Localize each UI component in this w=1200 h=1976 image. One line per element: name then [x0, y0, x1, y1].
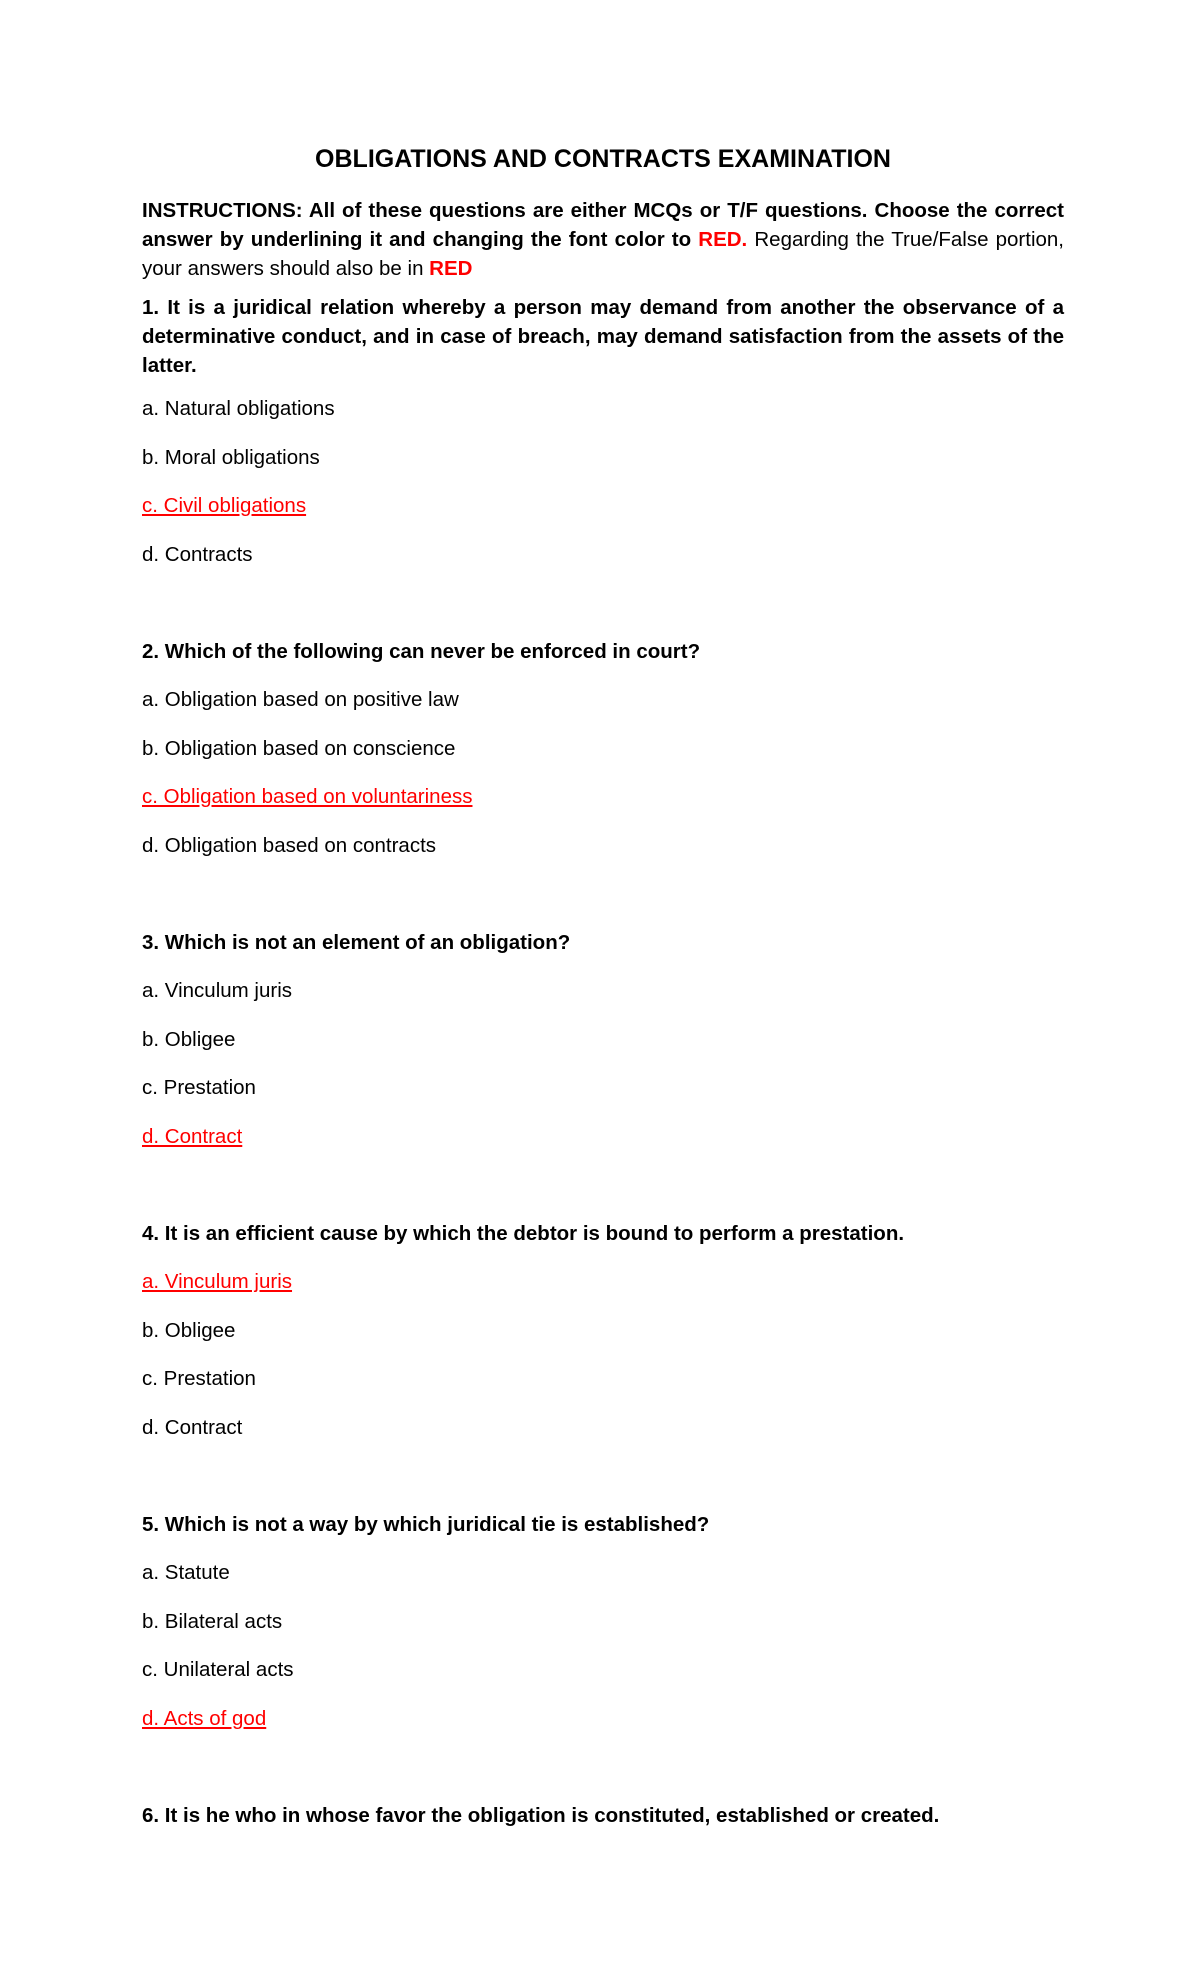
instructions-red-highlight-2: RED: [429, 257, 473, 280]
q2-option-d: d. Obligation based on contracts: [142, 834, 437, 857]
q4-option-c: c. Prestation: [142, 1367, 256, 1390]
question-6: 6. It is he who in whose favor the obligation is constituted, established or created.: [142, 1804, 940, 1827]
q3-option-d-correct-answer: d. Contract: [142, 1125, 243, 1148]
instructions-regular-text: Regarding the True/False portion, your answers should also be in: [142, 228, 1064, 280]
instructions-paragraph: [142, 196, 1064, 283]
q5-option-a: a. Statute: [142, 1561, 230, 1584]
q5-option-c: c. Unilateral acts: [142, 1658, 294, 1681]
question-5: 5. Which is not a way by which juridical tie is established?: [142, 1513, 710, 1536]
question-3: 3. Which is not an element of an obligation?: [142, 931, 571, 954]
q3-option-c: c. Prestation: [142, 1076, 256, 1099]
question-2: 2. Which of the following can never be enforced in court?: [142, 640, 701, 663]
q3-option-b: b. Obligee: [142, 1028, 236, 1051]
question-1: 1. It is a juridical relation whereby a person may demand from another the observance of a determinative conduct, and in case of breach, may demand satisfaction from the assets of the latter.: [142, 296, 1064, 377]
q1-option-b: b. Moral obligations: [142, 446, 320, 469]
document-title: OBLIGATIONS AND CONTRACTS EXAMINATION: [315, 145, 891, 173]
q4-option-a-correct-answer: a. Vinculum juris: [142, 1270, 293, 1293]
q3-option-a: a. Vinculum juris: [142, 979, 293, 1002]
q2-option-c-correct-answer: c. Obligation based on voluntariness: [142, 785, 473, 808]
q5-option-d-correct-answer: d. Acts of god: [142, 1707, 267, 1730]
q4-option-d: d. Contract: [142, 1416, 243, 1439]
q2-option-a: a. Obligation based on positive law: [142, 688, 459, 711]
instructions-bold-text: INSTRUCTIONS: All of these questions are either MCQs or T/F questions. Choose the correct answer by underlining it and changing the font color to: [142, 199, 1064, 251]
question-4: 4. It is an efficient cause by which the debtor is bound to perform a prestation.: [142, 1222, 905, 1245]
q1-option-a: a. Natural obligations: [142, 397, 335, 420]
q1-option-c-correct-answer: c. Civil obligations: [142, 494, 307, 517]
q2-option-b: b. Obligation based on conscience: [142, 737, 456, 760]
q5-option-b: b. Bilateral acts: [142, 1610, 283, 1633]
instructions-red-highlight: RED.: [698, 228, 748, 251]
q4-option-b: b. Obligee: [142, 1319, 236, 1342]
q1-option-d: d. Contracts: [142, 543, 253, 566]
